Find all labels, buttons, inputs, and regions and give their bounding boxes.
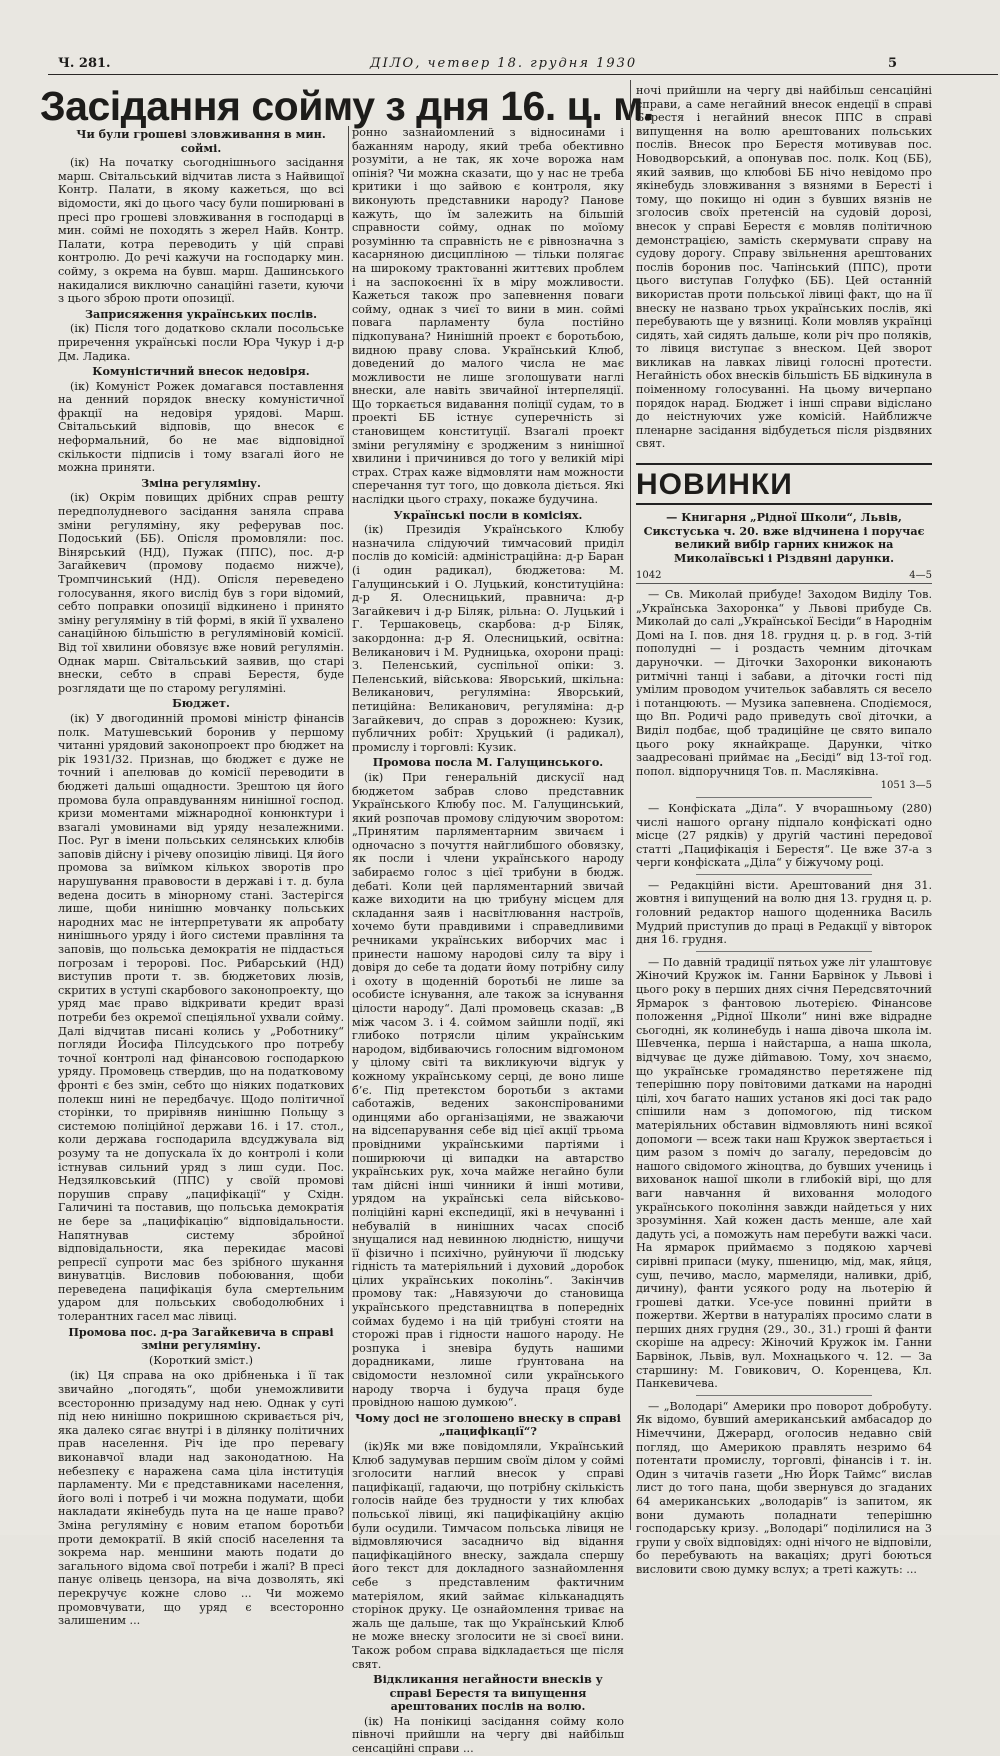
column-3 — [636, 84, 932, 1576]
paragraph: ночі прийшли на чергу дві найбільш сенсаційні справи, а саме негайний внесок ендеції в справі Берестя і негайний внесок ППС в справі випущення на волю арештованих польських послів. Внесок про Берестя мотивував пос. Новодворський, а опонував пос. полк. Коц (ББ), який заявив, що клюбові ББ нічо невідомо про якінебудь зловживання з вязнями в Бересті і тому, що покищо ні один з бувших вязнів не зголосив своїх претенсій на судовій дорозі, внесок у справі Берестя є мовляв політичною демонстрацією, замість скермувати справу на судову дорогу. Справу звільнення арештованих послів боронив пос. Чапінський (ППС), проти цього виступав Голуфко (ББ). Цей останній використав проти польської лівиці факт, що на її внеску не названо трьох українських послів, які перебувають ще у вязниці. Коли мовляв українці сидять, хай сидять дальше, коли річ про поляків, то лівиця виступає з внеском. Цей зворот викликав на лавках лівиці голосні протести. Негайність обох внесків більшість ББ відкинула в поіменному голосуванні. На цьому вичерпано порядок нарад. Бюджет і інші справи відіслано до неістнуючих уже комісій. Найближче пленарне засідання відбудеться після різдвяних свят. — [636, 84, 932, 451]
section-title: Промова пос. д-ра Загайкевича в справі зміни регуляміну. — [68, 1324, 334, 1353]
section-title: Українські посли в комісіях. — [393, 507, 583, 522]
news-item: — Редакційні вісти. Арештований дня 31. жовтня і випущений на волю дня 13. грудня ц. р. головний редактор нашого щоденника Василь Мудрий приступив до праці в Редакції у вівторок дня 16. грудня. — [636, 878, 932, 947]
divider — [696, 797, 872, 798]
section-title: Відкликання негайности внесків у справі Берестя та випущення арештованих послів на волю. — [373, 1672, 603, 1714]
section-title: Промова посла М. Галущинського. — [372, 755, 604, 770]
paper-name-date: ДІЛО, четвер 18. грудня 1930 — [370, 56, 638, 71]
paragraph: (ік) При генеральній дискусії над бюджетом забрав слово представник Українського Клюбу пос. М. Галущинський, який розпочав промову слідуючим зворотом: „Принятим парляментарним звичаєм і одночасно з почуття найглибшого обовязку, як посли і члени українського народу забираємо голос з цієї трибуни в бюдж. дебаті. Коли цей парляментарний звичай каже виходити на цю трибуну місцем для складання заяв і насвітлювання настроїв, хочемо бути правдивими і справедливими речниками українських виборчих мас і принести нашому народові силу та віру і довіря до себе та додати йому потрібну силу і охоту в щоденній боротьбі не лише за особисте існування, але також за існування цілости народу“. Далі промовець сказав: „В між часом 3. і 4. соймом зайшли події, які глибоко потрясли цілим українським народом, відбиваючись голосним відгомоном у цілому світі та викликуючи відгук у кожному українському серці, де воно лише б’є. Під претекстом боротьби з актами саботажів, ведених законспірованими одинцями або організаціями, не зважаючи на відсепарування себе від цієї акції трьома провідними українськими партіями і поширюючи ці випадки на автарство українських рук, хоча майже негайно були там дійсні інші чинники й інші мотиви, урядом на українські села військово-поліційні карні експедиції, які в нечуванні і небувалій в нинішних часах спосіб знущалися над невинною людністю, нищучи її фізично і психічно, руйнуючи її людську гідність та матеріяльний і духовий „доробок цілих українських поколінь“. Закінчив промову так: „Навязуючи до становища українського представництва в попередніх соймах будемо і на цій трибуні стояти на сторожі прав і гідности нашого народу. Не розпука і зневіра будуть нашими дорадниками, лише ґрунтована на свідомости незломної сили українського народу творча і будуча праця буде провідною нашою думкою“. — [352, 770, 624, 1410]
section-subtitle: (Короткий зміст.) — [148, 1353, 254, 1367]
news-heading: НОВИНКИ — [636, 463, 932, 505]
main-headline: Засідання сойму з дня 16. ц. м. — [40, 83, 654, 129]
news-item: — Конфіската „Діла“. У вчорашньому (280) числі нашого органу підпало конфіскаті одно місце (27 рядків) у другій частині передової статті „Пацифікація і Берестя“. Це вже 37-а з черги конфіската „Діла“ у біжучому році. — [636, 801, 932, 870]
column-divider — [630, 80, 631, 1530]
section-title: Чому досі не зголошено внеску в справі „пацифікації“? — [355, 1410, 621, 1439]
bookstore-ad: — Книгарня „Рідної Школи“, Львів, Сикстуська ч. 20. вже відчинена і поручає великий вибір гарних книжок на Миколаївські і Різдвяні дарунки. — [643, 510, 925, 565]
paragraph: (ік) Окрім повищих дрібних справ решту передполудневого засідання заняла справа зміни регуляміну, яку реферував пос. Подоський (ББ). Опісля промовляли: пос. Вінярський (НД), Пужак (ППС), пос. д-р Загайкевич (промову подаємо нижче), Тромпчинський (НД). Опісля переведено голосування, якого вислід був з гори відомий, себто поправки опозиції відкинено і принято зміну регуляміну в тій формі, в якій її ухвалено санаційною більшістю в регуляміновій комісії. Від тої хвилини обовязує вже новий регулямін. Однак марш. Світальський заявив, що старі внески, себто в справі Берестя, буде розглядати ще по старому регуляміні. — [58, 491, 344, 695]
paragraph: (ік) Ця справа на око дрібненька і її так звичайно „погодять“, щоби унеможливити всесторонню призадуму над нею. Однак у суті під нею нинішно покришною скривається річ, яка далеко сягає внутрі і в ділянку політичних прав населення. Річ іде про перевагу виконавчої влади над законодатною. На небезпеку є наражена сама ціла інституція парламенту. Ми є представниками населення, його волі і потреб і чи можна подумати, щоби накладати якінебудь пута на це наше право? Зміна регуляміну є новим етапом боротьби проти демократії. В якій спосіб населення та зокрема нар. меншини мають подати до загального відома свої потреби і жалі? В пресі панує олівець цензора, на віча дозволять, які перекручує кожне слово ... Чи можемо промовчувати, що уряд є всесторонно залишеним ... — [58, 1369, 344, 1628]
ad-code: 1042 — [636, 570, 662, 582]
paragraph: (ік) На понікиці засідання сойму коло півночі прийшли на чергу дві найбільш сенсаційні справи ... — [352, 1714, 624, 1756]
paragraph: (ік)Як ми вже повідомляли, Український Клюб задумував першим своїм ділом у соймі зголосити наглий внесок у справі пацифікації, гадаючи, що потрібну скількість голосів найде без трудности у тих клюбах польської лівиці, які пацифікаційну акцію були осудили. Тимчасом польська лівиця не відмовляючися засадничо від відання пацифікаційного внеску, заждала спершу його текст для докладного зазнайомлення себе з представленим фактичним матеріялом, який займає кільканадцять сторінок друку. Це ознайомлення триває на жаль ще дальше, так що Український Клюб не може внеску зголосити не зі своєї вини. Також робом справа відкладається ще після свят. — [352, 1440, 624, 1671]
news-item: — „Володарі“ Америки про поворот добробуту. Як відомо, бувший американський амбасадор до Німеччини, Джерард, оголосив недавно свій погляд, що Америкою правлять незримо 64 потентати промислу, торговлі, фінансів і т. ін. Один з читачів газети „Ню Йорк Таймс“ вислав лист до того пана, щоби звернувся до згаданих 64 американських „володарів“ із запитом, як вони думають поладнати теперішню господарську кризу. „Володарі“ поділилися на 3 групи у своїх відповідях: одні нічого не відповіли, бо перебувають на вакаціях; другі боються висловити свою думку вслух; а треті кажуть: ... — [636, 1399, 932, 1576]
paragraph: ронно зазнайомлений з відносинами і бажанням народу, який треба обективно розуміти, а не так, як хоче ворожа нам опінія? Чи можна сказати, що у нас не треба критики і що зайвою є контроля, яку виконують представники народу? Панове кажуть, що їм залежить на більшій справности сойму, однак по моїому розумінню та справність не є рівнозначна з касарняною дисципліною — тільки полягає на широкому трактованні життєвих проблем і на заспокоєнні їх в міру можливости. Кажеться також про запевнення поваги сойму, однак з чиєї то вини в мин. соймі повага парламенту була постійно підкопувана? Нинішній проект є боротьбою, видною праву слова. Український Клюб, доведений до малого числа не має можливости не лише зголошувати наглі внески, але навіть звичайної інтерпеляції. Що торкається видавання поліції судам, то в проекті ББ істнує суперечність зі становищем конституції. Взагалі проект зміни регуляміну є зродженим з нинішної хвилини і причинився до того у великій мірі страх. Страх каже відмовляти нам можности сперечання тут того, що довкола діється. Які наслідки цього страху, покаже будучина. — [352, 126, 624, 507]
paragraph: (ік) Президія Українського Клюбу назначила слідуючий тимчасовий приділ послів до комісій: адміністраційна: д-р Баран (і один радикал), бюджетова: М. Галущинський і О. Луцький, конституційна: д-р Я. Олесницький, правнича: д-р Загайкевич і д-р Біляк, рільна: О. Луцький і Г. Тершаковець, скарбова: д-р Біляк, закордонна: д-р Я. Олесницький, освітна: Великанович і М. Рудницька, охорони праці: З. Пеленський, суспільної опіки: З. Пеленський, військова: Яворський, шкільна: Великанович, регуляміна: Яворський, петиційна: Великанович, регуляміна: д-р Загайкевич, до справ з дорожнею: Кузик, публичних робіт: Хруцький (і радикал), промислу і торговлі: Кузик. — [352, 523, 624, 754]
issue-number: Ч. 281. — [58, 56, 111, 71]
divider — [696, 874, 872, 875]
header-rule — [48, 74, 998, 75]
section-title: Заприсяження українських послів. — [84, 306, 318, 321]
column-divider — [348, 126, 349, 1531]
news-code: 1051 3—5 — [880, 780, 932, 792]
news-item: — Св. Миколай прибуде! Заходом Виділу Тов. „Українська Захоронка“ у Львові прибуде Св. Миколай до салі „Української Бесіди“ в Народнім Домі на I. пов. дня 18. грудня ц. р. в год. 3-тій пополудні — і роздасть чемним діточкам даруночки. — Діточки Захоронки виконають ритмічні танці і забави, а діточки гості під умілим проводом учительок забавлять ся весело і потанцюють. — Музика запевнена. Сподіємося, що Вп. Родичі радо приведуть свої діточки, а Виділ подбає, щоб традиційне це свято випало цього року якнайкраще. Дарунки, чітко заадресовані приймає на „Бесіді“ від 13-тої год. попол. відпоручниця Тов. п. Масляківна. — [636, 588, 932, 778]
news-item: — По давній традиції пятьох уже літ улаштовує Жіночий Кружок ім. Ганни Барвінок у Львові і цього року в перших днях січня Передсвяточний Ярмарок з фантовою льотерією. Фінансове положення „Рідної Школи“ нині вже відрадне сьогодні, як колинебудь і наша дівоча школа ім. Шевченка, перша і найстарша, а наша школа, відчуває це дуже дійmaвою. Тому, хоч знаємо, що українське громадянство перетяжене під теперішню пору повітовими датками на народні цілі, хоч багато наших установ які досі так радо спішили нам з допомогою, під тиском матеріяльних обставин відмовляють нині всякої допомоги — всеж таки наш Кружок звертається і цим разом з поміч до загалу, передовсім до нашого свідомого жіноцтва, до бувших учениць і вихованок нашої школи в глибокій вірі, що для ваги навчання й виховання молодого українського покоління завжди найдеться у них зрозуміння. Хай кожен дасть менше, але хай дадуть усі, а поможуть нам перебути важкі часи. На ярмарок приймаємо з подякою харчеві сирівні припаси (муку, пшеницю, мід, мак, яйця, суш, печиво, масло, мармеляди, наливки, дріб, дичину), фанти усякого роду на льотерію й грошеві датки. Усе-усе повинні прийти в пожертви. Жертви в натураліях просимо слати в перших днях грудня (29., 30., 31.) гроші й фанти скоріше на адресу: Жіночий Кружок ім. Ганни Барвінок, Львів, вул. Мохнацького ч. 12. — За старшину: М. Говикович, О. Коренцева, Кл. Панкевичева. — [636, 955, 932, 1391]
column-2 — [352, 126, 624, 1756]
column-1 — [58, 126, 344, 1628]
ad-code-row — [636, 569, 932, 584]
section-title: Бюджет. — [172, 696, 230, 711]
paragraph: (ік) Після того додатково склали посольське приречення українські посли Юра Чукур і д-р Дм. Ладика. — [58, 322, 344, 363]
divider — [696, 951, 872, 952]
paragraph: (ік) У двогодинній промові міністр фінансів полк. Матушевський боронив у першому читанні урядовий законопроект про бюджет на рік 1931/32. Признав, що бюджет є дуже не точний і апелював до комісії переводити в бюджеті дальші ощадности. Зрештою ця його промова була оправдуванням нинішної господ. кризи моментами міжнародної конюнктури і взагалі умовинами від уряду незалежними. Пос. Руг в імени польських селянських клюбів заповів дійсну і річеву опозицію лівиці. Ця його промова за виїмком кількох зворотів про нарушування правовости в державі і т. д. була ведена досить в мінорному стані. Застерігся лише, щоби нинішню мовчанку польських народних мас не інтерпретувати як апробату нинішнього уряду і його системи правління та заповів, що польська демократія не піддасться погрозам і теророві. Пос. Рибарський (НД) виступив проти т. зв. бюджетових люзів, скритих в уступі скарбового законопроекту, що уряд має право відкривати кредит вразі потреби без окремої спеціяльної ухвали сойму. Далі відчитав писані колись у „Роботнику“ погляди Йосифа Пілсудського про потребу точної контролі над фінансовою господаркою уряду. Промовець ствердив, що на податковому фронті є без змін, себто що ніяких податкових полекш нині не передбачує. Щодо політичної сторінки, то прирівняв нинішню Польщу з системою поліційної держави 16. і 17. стол., коли держава господарила вдсуджувала від розуму та не допускала їх до контролі і коли істнував сильний уряд з лиш суди. Пос. Недзялковський (ППС) у своїй промові порушив справу „пацифікації“ у Східн. Галичині та поставив, що польська демократія не бере за „пацифікацію“ відповідальности. Напятнував систему збройної відповідальности, яка перекидає масові репресії супроти мас без зрібного шукання винуватців. Висловив побоювання, щоби переведена пацифікація була смертельним ударом для польських свободолюбних і толерантних гасел мас лівиці. — [58, 711, 344, 1324]
paragraph: (ік) На початку сьогоднішнього засідання марш. Світальський відчитав листа з Найвищої Контр. Палати, в якому кажеться, що всі відомости, які до цього часу були поширювані в пресі про грошеві зловживання в господарці в мин. соймі не походять з жерел Найв. Контр. Палати, котра переводить у цій справі контролю. До речі кажучи на господарку мин. сойму, з окрема на бувш. марш. Дашинського накидалися виключно санаційні газети, куючи з цього зброю проти опозиції. — [58, 156, 344, 306]
page-number: 5 — [888, 56, 898, 71]
divider — [696, 1395, 872, 1396]
ad-run: 4—5 — [909, 570, 932, 582]
section-title: Зміна регуляміну. — [141, 475, 261, 490]
section-title: Комуністичний внесок недовіря. — [92, 364, 310, 379]
paragraph: (ік) Комуніст Рожек домагався поставлення на денний порядок внеску комуністичної фракції на недовіря урядові. Марш. Світальський відповів, що внесок є неформальний, бо не має відповідної скількости підписів і тому взагалі його не можна приняти. — [58, 379, 344, 475]
section-title: Чи були грошеві зловживання в мин. соймі. — [76, 127, 326, 155]
